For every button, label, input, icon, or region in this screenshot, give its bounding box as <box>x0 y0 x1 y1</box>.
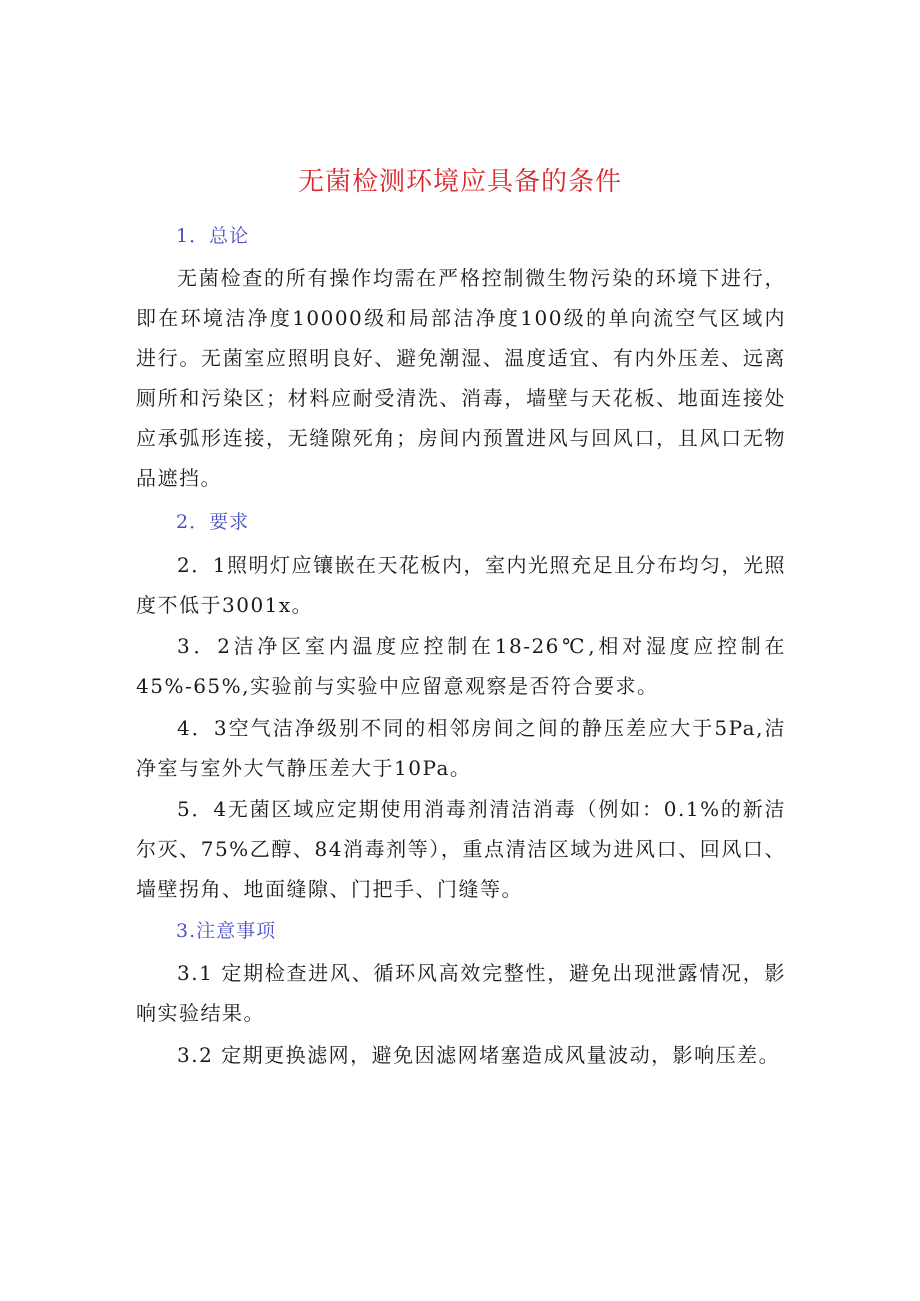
paragraph-lighting: 2．1照明灯应镶嵌在天花板内，室内光照充足且分布均匀，光照度不低于3001x。 <box>136 553 786 617</box>
document-title: 无菌检测环境应具备的条件 <box>297 167 622 197</box>
paragraph-general: 无菌检查的所有操作均需在严格控制微生物污染的环境下进行，即在环境洁净度10000级和局部洁净度100级的单向流空气区域内进行。无菌室应照明良好、避免潮湿、温度适宜、有内外压差、远离厕所和污染区；材料应耐受清洗、消毒，墙壁与天花板、地面连接处应承弧形连接，无缝隙死角；房间内预置进风与回风口，且风口无物品遮挡。 <box>136 266 786 490</box>
paragraph-temperature: 3．2洁净区室内温度应控制在18-26℃,相对湿度应控制在45%-65%,实验前与实验中应留意观察是否符合要求。 <box>136 634 786 698</box>
section-heading-general: 1．总论 <box>176 225 250 247</box>
paragraph-disinfection: 5．4无菌区域应定期使用消毒剂清洁消毒（例如：0.1%的新洁尔灭、75%乙醇、84消毒剂等），重点清洁区域为进风口、回风口、墙壁拐角、地面缝隙、门把手、门缝等。 <box>136 797 786 901</box>
paragraph-pressure: 4．3空气洁净级别不同的相邻房间之间的静压差应大于5Pa,洁净室与室外大气静压差大于10Pa。 <box>136 716 786 780</box>
paragraph-note-2: 3.2 定期更换滤网，避免因滤网堵塞造成风量波动，影响压差。 <box>177 1043 781 1067</box>
section-heading-notes: 3.注意事项 <box>176 920 277 942</box>
paragraph-note-1: 3.1 定期检查进风、循环风高效完整性，避免出现泄露情况，影响实验结果。 <box>136 961 786 1025</box>
section-heading-requirements: 2．要求 <box>176 511 250 533</box>
